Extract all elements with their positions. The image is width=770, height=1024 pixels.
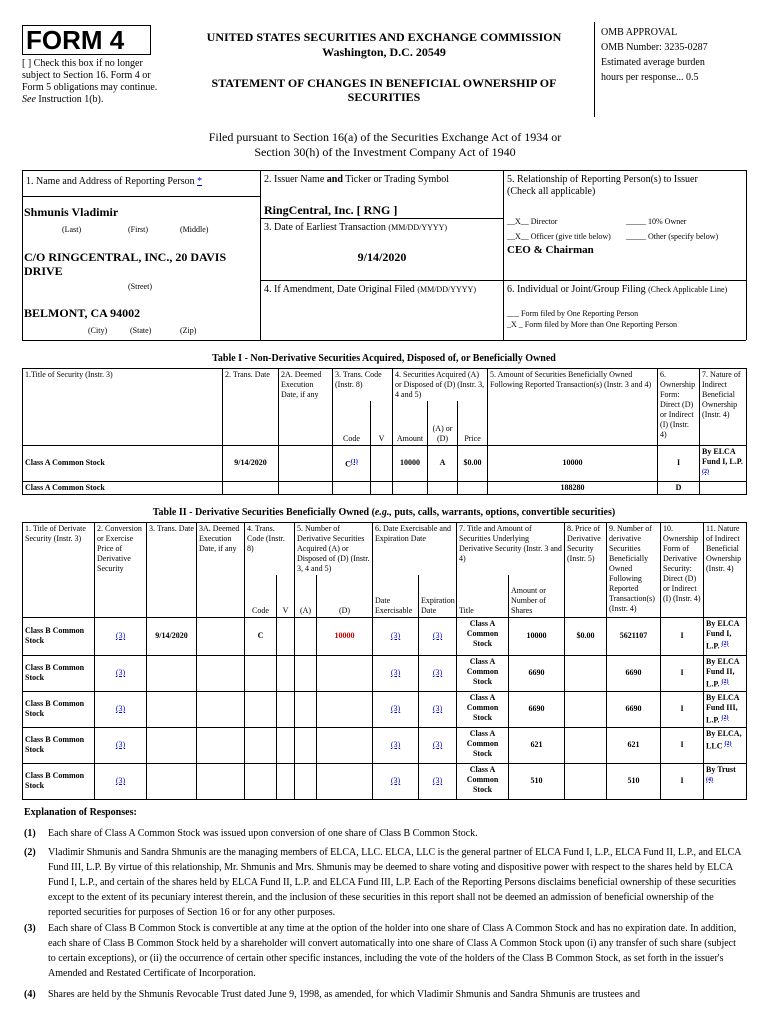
t2-r4-ex: [373, 763, 419, 799]
table-row: [23, 691, 747, 727]
footnote-3-link[interactable]: (3): [390, 776, 401, 785]
t2-h-title: 1. Title of Derivate Security (Instr. 3): [23, 523, 95, 618]
officer-title: CEO & Chairman: [507, 244, 594, 256]
table-row: [23, 727, 747, 763]
zip-label: (Zip): [180, 326, 197, 335]
issuer-name: RingCentral, Inc. [ RNG ]: [264, 203, 398, 217]
explanation-item: [24, 987, 746, 1002]
t1-h-deemed: 2A. Deemed Execution Date, if any: [279, 369, 333, 446]
t1-r0-amount: 10000: [393, 445, 428, 481]
t2-r2-conv: [95, 691, 147, 727]
t2-r1-code: [245, 655, 277, 691]
t1-sub-aord: (A) or (D): [428, 401, 458, 445]
t1-r0-owned: 10000: [488, 445, 658, 481]
form-title-box: [22, 25, 151, 55]
t2-r3-code: [245, 727, 277, 763]
footnote-3-link[interactable]: (3): [115, 776, 126, 785]
t2-r3-d: [317, 727, 373, 763]
t2-r3-date: [147, 727, 197, 763]
explanation-item: [24, 845, 746, 920]
name-middle-label: (Middle): [180, 225, 209, 234]
t2-r0-uamt: 10000: [509, 617, 565, 655]
reporting-person-name: Shmunis Vladimir: [24, 205, 119, 219]
footnote-1-link[interactable]: (1): [350, 458, 358, 465]
t2-r3-form: I: [661, 727, 704, 763]
box5-label: 5. Relationship of Reporting Person(s) to Issuer (Check all applicable): [507, 174, 698, 197]
table-row: [23, 655, 747, 691]
t2-r1-utitle: Class A Common Stock: [457, 655, 509, 691]
t2-sub-title: Title: [457, 575, 509, 617]
t2-r0-owned: 5621107: [607, 617, 661, 655]
reporting-person-city: BELMONT, CA 94002: [24, 306, 141, 320]
t2-r2-uamt: 6690: [509, 691, 565, 727]
box6-label: 6. Individual or Joint/Group Filing (Check Applicable Line): [507, 284, 728, 295]
name-first-label: (First): [128, 225, 148, 234]
explanation-number: (4): [24, 989, 36, 1000]
t2-r1-owned: 6690: [607, 655, 661, 691]
t2-sub-code: Code: [245, 575, 277, 617]
agency-name: UNITED STATES SECURITIES AND EXCHANGE COMMISSION: [206, 30, 562, 44]
t1-r1-owned: 188280: [488, 481, 658, 494]
reporting-person-street: C/O RINGCENTRAL, INC., 20 DAVIS DRIVE: [24, 250, 227, 278]
t2-r1-nature: By ELCA Fund II, L.P. $^{(2)}$: [704, 655, 747, 691]
t1-r1-form: D: [658, 481, 700, 494]
director-check: __X__ Director: [507, 217, 558, 226]
t2-sub-v: V: [277, 575, 295, 617]
t2-sub-exp: Expiration Date: [419, 575, 457, 617]
form-title: FORM 4: [26, 25, 125, 55]
t2-r2-date: [147, 691, 197, 727]
statement-title: STATEMENT OF CHANGES IN BENEFICIAL OWNERSHIP OF SECURITIES: [211, 76, 557, 104]
footnote-3-link[interactable]: (3): [115, 704, 126, 713]
footnote-3-link[interactable]: (3): [390, 704, 401, 713]
street-label: (Street): [128, 282, 152, 291]
table2-body: [23, 617, 747, 799]
t2-sub-d: (D): [317, 575, 373, 617]
explanation-item: [24, 921, 746, 981]
t2-r1-date: [147, 655, 197, 691]
t2-r2-title: Class B Common Stock: [23, 691, 95, 727]
city-label: (City): [88, 326, 108, 335]
omb-divider: [594, 22, 595, 117]
t2-r2-ex: [373, 691, 419, 727]
t2-h-code: 4. Trans. Code (Instr. 8): [245, 523, 295, 576]
t2-r3-uamt: 621: [509, 727, 565, 763]
t2-r0-d: 10000: [317, 617, 373, 655]
footnote-3-link[interactable]: (3): [390, 740, 401, 749]
t2-r3-ex: [373, 727, 419, 763]
explanation-text: Vladimir Shmunis and Sandra Shmunis are the managing members of ELCA, LLC. ELCA, LLC is the general partner of ELCA Fund I, L.P., ELCA Fund II, L.P., and ELCA Fund III, L.P. By virtue of this relationship, Mr. Shmunis and Mrs. Shmunis may be deemed to share voting and dispositive power with respect to the shares held by ELCA Fund I, L.P., and certain of the shares held by ELCA Fund II, L.P. and ELCA Fund III, L.P. Each of the Reporting Persons disclaims beneficial ownership of these securities except to the extent of its pecuniary interest therein, and the inclusion of these securities in this report shall not be deemed an admission of beneficial ownership of the reported securities for purposes of Section 16 or for any other purposes.: [48, 847, 741, 918]
earliest-transaction-date: 9/14/2020: [357, 250, 407, 264]
t2-r4-uamt: 510: [509, 763, 565, 799]
t2-h-exercisable: 6. Date Exercisable and Expiration Date: [373, 523, 457, 576]
t2-r0-price: $0.00: [565, 617, 607, 655]
one-person-check: ___ Form filed by One Reporting Person: [507, 309, 639, 318]
t2-r3-nature: By ELCA, LLC $^{(2)}$: [704, 727, 747, 763]
t2-h-nature: 11. Nature of Indirect Beneficial Ownership (Instr. 4): [704, 523, 747, 618]
officer-check: __X__ Officer (give title below): [507, 232, 611, 241]
omb-box: OMB APPROVAL OMB Number: 3235-0287 Estimated average burden hours per response... 0.5: [601, 27, 708, 83]
name-last-label: (Last): [62, 225, 82, 234]
t1-sub-price: Price: [458, 401, 488, 445]
t2-r3-exp: [419, 727, 457, 763]
box2-label: 2. Issuer Name and Ticker or Trading Symbol: [264, 174, 450, 185]
explanation-title: Explanation of Responses:: [24, 807, 137, 818]
t2-r0-code: C: [245, 617, 277, 655]
t1-sub-amount: Amount: [393, 401, 428, 445]
t2-h-underlying: 7. Title and Amount of Securities Underlying Derivative Security (Instr. 3 and 4): [457, 523, 565, 576]
table-row: [23, 763, 747, 799]
t2-r4-nature: By Trust $^{(4)}$: [704, 763, 747, 799]
more-persons-check: _X _ Form filed by More than One Reporting Person: [507, 320, 677, 329]
t2-r0-form: I: [661, 617, 704, 655]
nature-footnote-link[interactable]: (2): [724, 740, 732, 747]
explanation-number: (3): [24, 923, 36, 934]
t2-r4-conv: [95, 763, 147, 799]
explanation-number: (1): [24, 828, 36, 839]
t2-r2-code: [245, 691, 277, 727]
t2-r4-form: I: [661, 763, 704, 799]
t1-r0-code-cell: $C^{(1)}$: [333, 445, 371, 481]
t1-h-form: 6. Ownership Form: Direct (D) or Indirect (I) (Instr. 4): [658, 369, 700, 446]
explanation-number: (2): [24, 847, 36, 858]
box1-label: 1. Name and Address of Reporting Person *: [26, 176, 203, 187]
t2-h-price: 8. Price of Derivative Security (Instr. 5): [565, 523, 607, 618]
t2-h-form: 10. Ownership Form of Derivative Security: Direct (D) or Indirect (I) (Instr. 4): [661, 523, 704, 618]
t2-r2-form: I: [661, 691, 704, 727]
table2-title: Table II - Derivative Securities Beneficially Owned (e.g., puts, calls, warrants, options, convertible securities): [152, 507, 616, 518]
t2-h-number: 5. Number of Derivative Securities Acquired (A) or Disposed of (D) (Instr. 3, 4 and 5): [295, 523, 373, 576]
t2-r1-form: I: [661, 655, 704, 691]
t2-r1-ex: [373, 655, 419, 691]
checkbox-notice: [ ] Check this box if no longer subject to Section 16. Form 4 or Form 5 obligations may continue. See Instruction 1(b).: [22, 58, 158, 105]
t2-r0-nature: By ELCA Fund I, L.P. $^{(2)}$: [704, 617, 747, 655]
t2-sub-amount: Amount or Number of Shares: [509, 575, 565, 617]
t2-r1-d: [317, 655, 373, 691]
footnote-3-link[interactable]: (3): [390, 631, 401, 640]
t2-h-date: 3. Trans. Date: [147, 523, 197, 618]
nature-footnote-link[interactable]: (4): [706, 776, 714, 783]
t2-r0-title: Class B Common Stock: [23, 617, 95, 655]
t2-r3-price: [565, 727, 607, 763]
t2-r3-utitle: Class A Common Stock: [457, 727, 509, 763]
t2-r1-title: Class B Common Stock: [23, 655, 95, 691]
explanation-text: Each share of Class A Common Stock was issued upon conversion of one share of Class B Common Stock.: [48, 828, 478, 839]
t2-r1-conv: [95, 655, 147, 691]
table-row: [23, 481, 747, 494]
footnote-3-link[interactable]: (3): [432, 704, 443, 713]
footnote-3-link[interactable]: (3): [115, 631, 126, 640]
table1-title: Table I - Non-Derivative Securities Acquired, Disposed of, or Beneficially Owned: [212, 353, 556, 364]
t2-r4-price: [565, 763, 607, 799]
box4-label: 4. If Amendment, Date Original Filed (MM/DD/YYYY): [264, 284, 476, 295]
t1-h-code: 3. Trans. Code (Instr. 8): [333, 369, 393, 402]
t2-r4-date: [147, 763, 197, 799]
t2-r3-title: Class B Common Stock: [23, 727, 95, 763]
table-row: [23, 445, 747, 481]
footnote-3-link[interactable]: (3): [432, 740, 443, 749]
footnote-3-link[interactable]: (3): [432, 776, 443, 785]
t2-r0-conv: [95, 617, 147, 655]
footnote-3-link[interactable]: (3): [390, 668, 401, 677]
box3-label: 3. Date of Earliest Transaction (MM/DD/YYYY): [264, 222, 448, 233]
t2-r4-exp: [419, 763, 457, 799]
footnote-3-link[interactable]: (3): [432, 668, 443, 677]
t1-sub-code: Code: [333, 401, 371, 445]
table-row: [23, 617, 747, 655]
t2-h-owned: 9. Number of derivative Securities Beneficially Owned Following Reported Transaction(s) (Instr. 4): [607, 523, 661, 618]
other-check: _____ Other (specify below): [626, 232, 719, 241]
t2-r1-exp: [419, 655, 457, 691]
t1-r0-date: 9/14/2020: [223, 445, 279, 481]
footnote-3-link[interactable]: (3): [432, 631, 443, 640]
reporting-person-footnote-link[interactable]: *: [197, 176, 203, 187]
explanation-item: [24, 826, 746, 841]
table1: [22, 368, 747, 495]
t2-r2-price: [565, 691, 607, 727]
t2-r0-date: 9/14/2020: [147, 617, 197, 655]
nature-footnote-link[interactable]: (2): [721, 678, 729, 685]
t2-r0-ex: [373, 617, 419, 655]
t1-r0-title: Class A Common Stock: [23, 445, 223, 481]
t2-h-conv: 2. Conversion or Exercise Price of Derivative Security: [95, 523, 147, 618]
t2-h-deemed: 3A. Deemed Execution Date, if any: [197, 523, 245, 618]
t2-r2-owned: 6690: [607, 691, 661, 727]
t2-r4-owned: 510: [607, 763, 661, 799]
t1-sub-v: V: [371, 401, 393, 445]
t2-r2-nature: By ELCA Fund III, L.P. $^{(2)}$: [704, 691, 747, 727]
t1-h-acquired: 4. Securities Acquired (A) or Disposed of (D) (Instr. 3, 4 and 5): [393, 369, 488, 402]
t1-r0-form: I: [658, 445, 700, 481]
ten-pct-owner-check: _____ 10% Owner: [626, 217, 687, 226]
t2-r4-utitle: Class A Common Stock: [457, 763, 509, 799]
t2-r4-code: [245, 763, 277, 799]
t1-r0-nature-cell: By ELCA Fund I, L.P. $^{(2)}$: [700, 445, 747, 481]
t2-sub-a: (A): [295, 575, 317, 617]
t2-sub-date-ex: Date Exercisable: [373, 575, 419, 617]
t2-r1-price: [565, 655, 607, 691]
t1-r0-aord: A: [428, 445, 458, 481]
t1-r1-title: Class A Common Stock: [23, 481, 223, 494]
table2: [22, 522, 747, 800]
t2-r2-utitle: Class A Common Stock: [457, 691, 509, 727]
t2-r2-d: [317, 691, 373, 727]
explanation-text: Each share of Class B Common Stock is convertible at any time at the option of the holder into one share of Class A Common Stock and has no expiration date. In addition, each share of Class B Common Stock held by a shareholder will convert automatically into one share of Class A Common Stock upon (i) any transfer of such share (subject to certain exceptions), or (ii) the occurrence of certain other specific instances, including the vote of the holders of the Class B Common Stock, as set forth in the issuer's Amended and Restated Certificate of Incorporation.: [48, 923, 737, 979]
t2-r4-d: [317, 763, 373, 799]
filed-pursuant: Filed pursuant to Section 16(a) of the Securities Exchange Act of 1934 or Section 30(h) of the Investment Company Act of 1940: [208, 130, 562, 159]
t1-h-owned: 5. Amount of Securities Beneficially Owned Following Reported Transaction(s) (Instr. 3 and 4): [488, 369, 658, 446]
t2-r2-exp: [419, 691, 457, 727]
nature-footnote-link[interactable]: (2): [721, 640, 729, 647]
t2-r4-title: Class B Common Stock: [23, 763, 95, 799]
explanation-text: Shares are held by the Shmunis Revocable Trust dated June 9, 1998, as amended, for which Vladimir Shmunis and Sandra Shmunis are trustees and: [48, 989, 640, 1000]
t1-h-title: 1.Title of Security (Instr. 3): [23, 369, 223, 446]
t1-r0-price: $0.00: [458, 445, 488, 481]
footnote-2-link[interactable]: (2): [702, 468, 710, 475]
t2-r0-utitle: Class A Common Stock: [457, 617, 509, 655]
t2-r0-exp: [419, 617, 457, 655]
nature-footnote-link[interactable]: (2): [721, 714, 729, 721]
t2-r3-owned: 621: [607, 727, 661, 763]
t2-r1-uamt: 6690: [509, 655, 565, 691]
t2-r3-conv: [95, 727, 147, 763]
t1-h-nature: 7. Nature of Indirect Beneficial Ownership (Instr. 4): [700, 369, 747, 446]
t1-h-date: 2. Trans. Date: [223, 369, 279, 446]
state-label: (State): [130, 326, 152, 335]
agency-city: Washington, D.C. 20549: [322, 45, 446, 59]
footnote-3-link[interactable]: (3): [115, 668, 126, 677]
footnote-3-link[interactable]: (3): [115, 740, 126, 749]
